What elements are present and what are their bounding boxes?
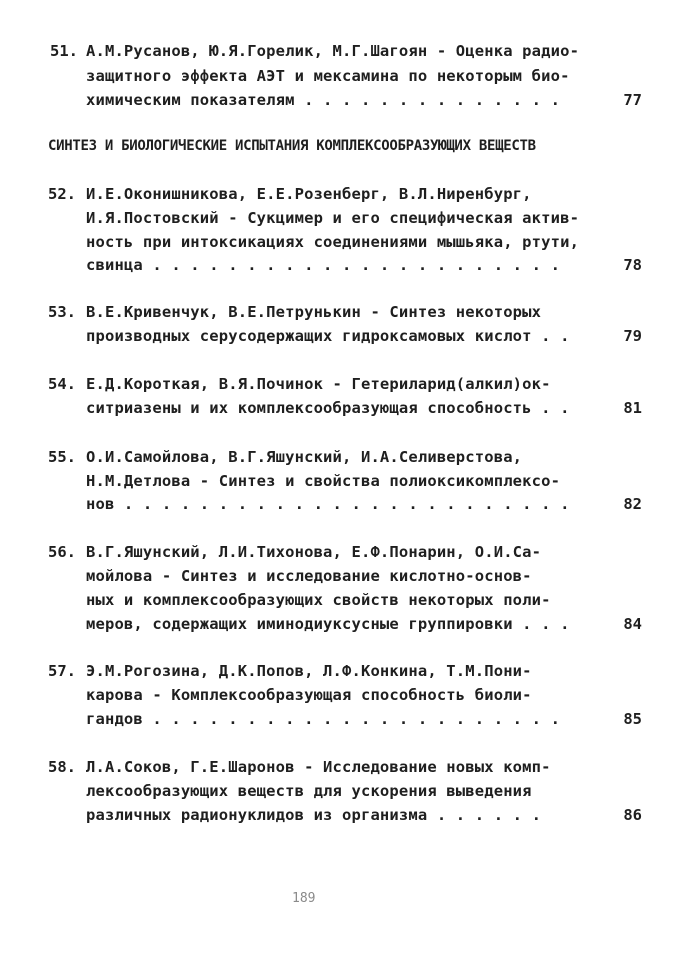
entry-line: мойлова - Синтез и исследование кислотно-основ-	[86, 567, 532, 585]
entry-page-number: 81	[623, 399, 642, 417]
entry-line: защитного эффекта АЭТ и мексамина по некоторым био-	[86, 67, 570, 85]
entry-number: 54.	[48, 375, 76, 393]
entry-line: О.И.Самойлова, В.Г.Яшунский, И.А.Селиверстова,	[86, 448, 523, 466]
entry-page-number: 78	[623, 256, 642, 274]
folio-page-number: 189	[292, 891, 316, 906]
entry-page-number: 86	[623, 806, 642, 824]
entry-page-number: 79	[623, 327, 642, 345]
entry-line: Э.М.Рогозина, Д.К.Попов, Л.Ф.Конкина, Т.М.Пони-	[86, 662, 532, 680]
entry-line: нов . . . . . . . . . . . . . . . . . . . . . . . .	[86, 495, 570, 513]
entry-number: 57.	[48, 662, 76, 680]
entry-number: 55.	[48, 448, 76, 466]
entry-line: карова - Комплексообразующая способность биоли-	[86, 686, 532, 704]
entry-page-number: 84	[623, 615, 642, 633]
entry-line: производных серусодержащих гидроксамовых кислот . .	[86, 327, 570, 345]
entry-page-number: 82	[623, 495, 642, 513]
entry-line: Н.М.Детлова - Синтез и свойства полиоксикомплексо-	[86, 472, 561, 490]
entry-line: свинца . . . . . . . . . . . . . . . . . . . . . .	[86, 256, 561, 274]
entry-line: И.Я.Постовский - Сукцимер и его специфическая актив-	[86, 209, 580, 227]
entry-page-number: 77	[623, 91, 642, 109]
entry-line: различных радионуклидов из организма . . . . . .	[86, 806, 542, 824]
section-heading: СИНТЕЗ И БИОЛОГИЧЕСКИЕ ИСПЫТАНИЯ КОМПЛЕКСООБРАЗУЮЩИХ ВЕЩЕСТВ	[48, 138, 536, 154]
entry-line: А.М.Русанов, Ю.Я.Горелик, М.Г.Шагоян - Оценка радио-	[86, 42, 580, 60]
entry-number: 51.	[50, 42, 78, 60]
entry-number: 56.	[48, 543, 76, 561]
entry-number: 58.	[48, 758, 76, 776]
entry-line: Е.Д.Короткая, В.Я.Починок - Гетериларид(алкил)ок-	[86, 375, 551, 393]
entry-line: меров, содержащих иминодиуксусные группировки . . .	[86, 615, 570, 633]
entry-line: химическим показателям . . . . . . . . . . . . . .	[86, 91, 561, 109]
entry-line: В.Е.Кривенчук, В.Е.Петрунькин - Синтез некоторых	[86, 303, 542, 321]
entry-page-number: 85	[623, 710, 642, 728]
entry-number: 53.	[48, 303, 76, 321]
entry-line: гандов . . . . . . . . . . . . . . . . . . . . . .	[86, 710, 561, 728]
entry-line: ных и комплексообразующих свойств некоторых поли-	[86, 591, 551, 609]
entry-line: лексообразующих веществ для ускорения выведения	[86, 782, 532, 800]
entry-line: ность при интоксикациях соединениями мышьяка, ртути,	[86, 233, 580, 251]
entry-line: Л.А.Соков, Г.Е.Шаронов - Исследование новых комп-	[86, 758, 551, 776]
entry-number: 52.	[48, 185, 76, 203]
entry-line: ситриазены и их комплексообразующая способность . .	[86, 399, 570, 417]
entry-line: И.Е.Оконишникова, Е.Е.Розенберг, В.Л.Ниренбург,	[86, 185, 532, 203]
entry-line: В.Г.Яшунский, Л.И.Тихонова, Е.Ф.Понарин, О.И.Са-	[86, 543, 542, 561]
